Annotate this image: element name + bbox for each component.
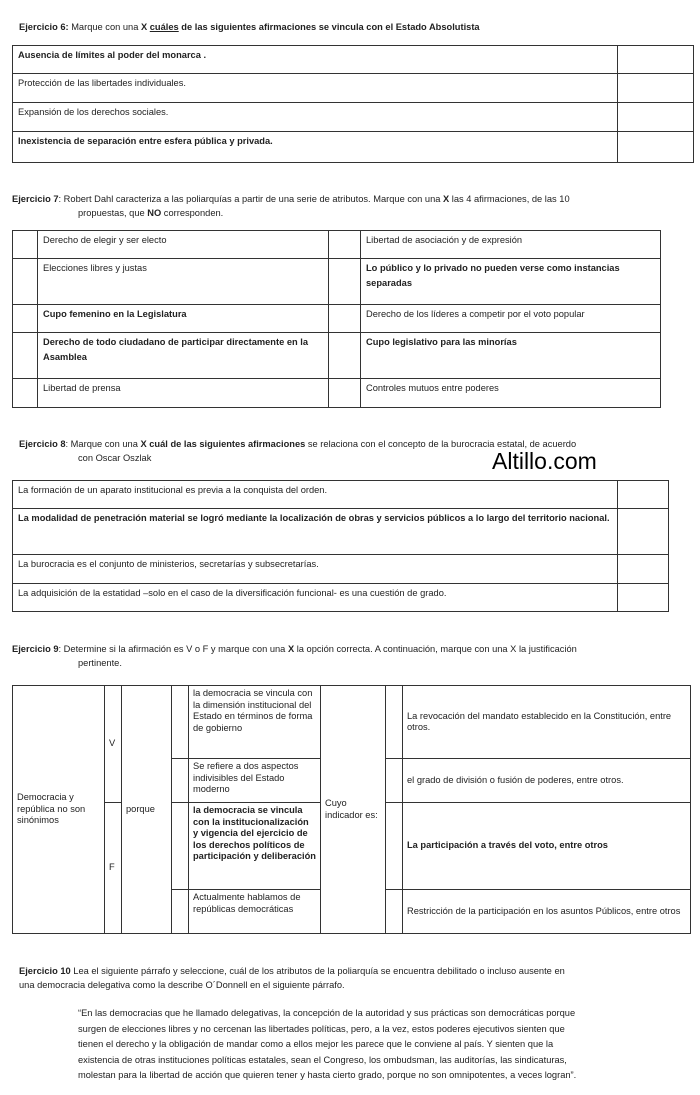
ex9-reason: Se refiere a dos aspectos indivisibles del Estado moderno xyxy=(189,759,321,803)
answer-box[interactable] xyxy=(618,481,669,509)
answer-box[interactable] xyxy=(172,759,189,803)
quote-line: surgen de elecciones libres y no cercenan las libertades políticas, pero, a la vez, estos poderes ejecutivos sienten que xyxy=(78,1023,565,1034)
answer-box[interactable] xyxy=(618,132,694,163)
answer-box[interactable] xyxy=(13,333,38,379)
ex7-left-text: Derecho de elegir y ser electo xyxy=(38,231,329,259)
answer-box[interactable] xyxy=(386,686,403,759)
answer-box[interactable] xyxy=(13,259,38,305)
ex7-no: NO xyxy=(147,208,162,218)
answer-box[interactable] xyxy=(618,46,694,74)
ex7-label: Ejercicio 7 xyxy=(12,194,59,204)
answer-box[interactable] xyxy=(13,379,38,408)
quote-line: molestan para la libertad de acción que quieren tener y hasta cierto grado, porque no son omnipotentes, a veces logran”. xyxy=(78,1070,577,1081)
ex9-x: X xyxy=(287,644,295,654)
ex7-title-text: : Robert Dahl caracteriza a las poliarquías a partir de una serie de atributos. Marque con una xyxy=(58,194,443,204)
answer-box[interactable] xyxy=(618,509,669,555)
ex9-reason: la democracia se vincula con la dimensión institucional del Estado en términos de forma de gobierno xyxy=(189,686,321,759)
ex8-row-text: La formación de un aparato institucional es previa a la conquista del orden. xyxy=(13,481,618,509)
answer-box[interactable] xyxy=(618,555,669,584)
ex9-justification: La revocación del mandato establecido en la Constitución, entre otros. xyxy=(403,686,691,759)
ex9-title xyxy=(12,642,692,670)
ex9-v-label: V xyxy=(105,686,122,803)
ex9-table xyxy=(12,685,691,934)
ex7-title xyxy=(12,192,692,220)
ex6-row-text: Expansión de los derechos sociales. xyxy=(13,103,618,132)
ex9-title-text: : Determine si la afirmación es V o F y marque con una xyxy=(58,644,288,654)
table-row xyxy=(13,132,694,163)
answer-box[interactable] xyxy=(13,305,38,333)
ex7-right-text: Libertad de asociación y de expresión xyxy=(361,231,661,259)
ex7-title-text-b: las 4 afirmaciones, de las 10 xyxy=(449,194,570,204)
watermark: Altillo.com xyxy=(492,448,597,474)
ex7-right-text: Cupo legislativo para las minorías xyxy=(366,337,517,347)
ex8-row-text: La adquisición de la estatidad –solo en el caso de la diversificación funcional- es una cuestión de grado. xyxy=(13,584,618,612)
answer-box[interactable] xyxy=(329,259,361,305)
ex7-right-text: Lo público y lo privado no pueden verse como instancias separadas xyxy=(366,263,620,288)
answer-box[interactable] xyxy=(329,333,361,379)
ex9-justification: Restricción de la participación en los asuntos Públicos, entre otros xyxy=(403,890,691,934)
answer-box[interactable] xyxy=(329,231,361,259)
ex6-title-text: Marque con una xyxy=(68,22,141,32)
ex6-cuales: cuáles xyxy=(149,22,179,32)
ex7-title-text-d: corresponden. xyxy=(161,208,224,218)
table-row xyxy=(13,259,661,305)
answer-box[interactable] xyxy=(329,379,361,408)
ex6-title xyxy=(19,20,480,34)
ex7-left-text: Elecciones libres y justas xyxy=(38,259,329,305)
table-row xyxy=(13,46,694,74)
ex8-label: Ejercicio 8 xyxy=(19,439,66,449)
ex10-title-text-b: una democracia delegativa como la describe O´Donnell en el siguiente párrafo. xyxy=(19,980,345,990)
ex8-title-text-c: con Oscar Oszlak xyxy=(78,453,152,463)
ex7-right-text: Controles mutuos entre poderes xyxy=(361,379,661,408)
ex9-title-text-c: pertinente. xyxy=(78,658,122,668)
ex9-reason: la democracia se vincula con la institucionalización y vigencia del ejercicio de los derechos políticos de participación y deliberación xyxy=(193,805,316,861)
table-row xyxy=(13,333,661,379)
ex7-left-text: Derecho de todo ciudadano de participar directamente en la Asamblea xyxy=(43,337,309,362)
table-row xyxy=(13,584,669,612)
ex9-reason: Actualmente hablamos de repúblicas democráticas xyxy=(189,890,321,934)
answer-box[interactable] xyxy=(172,890,189,934)
ex6-row-text: Protección de las libertades individuales. xyxy=(13,74,618,103)
ex9-stem: Democracia y república no son sinónimos xyxy=(13,686,105,934)
ex6-label: Ejercicio 6: xyxy=(19,22,69,32)
ex6-x: X xyxy=(140,22,148,32)
ex7-left-text: Cupo femenino en la Legislatura xyxy=(43,309,187,319)
answer-box[interactable] xyxy=(13,231,38,259)
quote-line: “En las democracias que he llamado delegativas, la concepción de la autoridad y sus prácticas son democráticas porque xyxy=(78,1008,576,1018)
answer-box[interactable] xyxy=(172,803,189,890)
answer-box[interactable] xyxy=(172,686,189,759)
ex6-title-rest: de las siguientes afirmaciones se vincula con el Estado Absolutista xyxy=(178,22,480,32)
ex7-title-text-c: propuestas, que xyxy=(78,208,148,218)
ex8-title-text-b: se relaciona con el concepto de la burocracia estatal, de acuerdo xyxy=(305,439,577,449)
ex8-title-text: : Marque con una xyxy=(65,439,141,449)
ex6-table xyxy=(12,45,694,163)
table-row xyxy=(13,74,694,103)
answer-box[interactable] xyxy=(386,890,403,934)
answer-box[interactable] xyxy=(386,759,403,803)
ex10-title-text: Lea el siguiente párrafo y seleccione, cuál de los atributos de la poliarquía se encuentra debilitado o incluso ausente en xyxy=(70,966,565,976)
ex9-justification: el grado de división o fusión de poderes, entre otros. xyxy=(403,759,691,803)
answer-box[interactable] xyxy=(618,584,669,612)
ex10-title xyxy=(19,964,689,992)
ex10-quote xyxy=(78,1006,676,1084)
quote-line: tienen el derecho y la obligación de mandar como a ellos mejor les parece que le conviene al país. Y sienten que la xyxy=(78,1039,554,1050)
quote-line: existencia de otras instituciones políticas estatales, sean el Congreso, los ombudsman, las auditorías, las sindicaturas, xyxy=(78,1054,567,1065)
table-row xyxy=(13,555,669,584)
answer-box[interactable] xyxy=(329,305,361,333)
table-row xyxy=(13,103,694,132)
table-row xyxy=(13,379,661,408)
answer-box[interactable] xyxy=(386,803,403,890)
table-row xyxy=(13,305,661,333)
ex9-f-label: F xyxy=(105,803,122,934)
ex9-label: Ejercicio 9 xyxy=(12,644,59,654)
ex9-indicator: Cuyo indicador es: xyxy=(321,686,386,934)
ex8-table xyxy=(12,480,669,612)
ex8-row-text: La burocracia es el conjunto de ministerios, secretarías y subsecretarías. xyxy=(13,555,618,584)
ex8-row-text: La modalidad de penetración material se logró mediante la localización de obras y servicios públicos a lo largo del territorio nacional. xyxy=(18,513,610,523)
table-row xyxy=(13,481,669,509)
ex7-table xyxy=(12,230,661,408)
ex9-justification: La participación a través del voto, entre otros xyxy=(407,840,608,851)
ex6-row-text: Ausencia de límites al poder del monarca . xyxy=(18,50,207,60)
answer-box[interactable] xyxy=(618,103,694,132)
ex7-x: X xyxy=(443,194,450,204)
table-row xyxy=(13,509,669,555)
table-row xyxy=(13,231,661,259)
ex8-x: X cuál de las siguientes afirmaciones xyxy=(140,439,306,449)
ex7-right-text: Derecho de los líderes a competir por el voto popular xyxy=(361,305,661,333)
ex7-left-text: Libertad de prensa xyxy=(38,379,329,408)
ex6-row-text: Inexistencia de separación entre esfera pública y privada. xyxy=(18,136,273,146)
ex10-label: Ejercicio 10 xyxy=(19,966,71,976)
ex9-porque: porque xyxy=(122,686,172,934)
answer-box[interactable] xyxy=(618,74,694,103)
ex9-title-text-b: la opción correcta. A continuación, marque con una X la justificación xyxy=(294,644,577,654)
